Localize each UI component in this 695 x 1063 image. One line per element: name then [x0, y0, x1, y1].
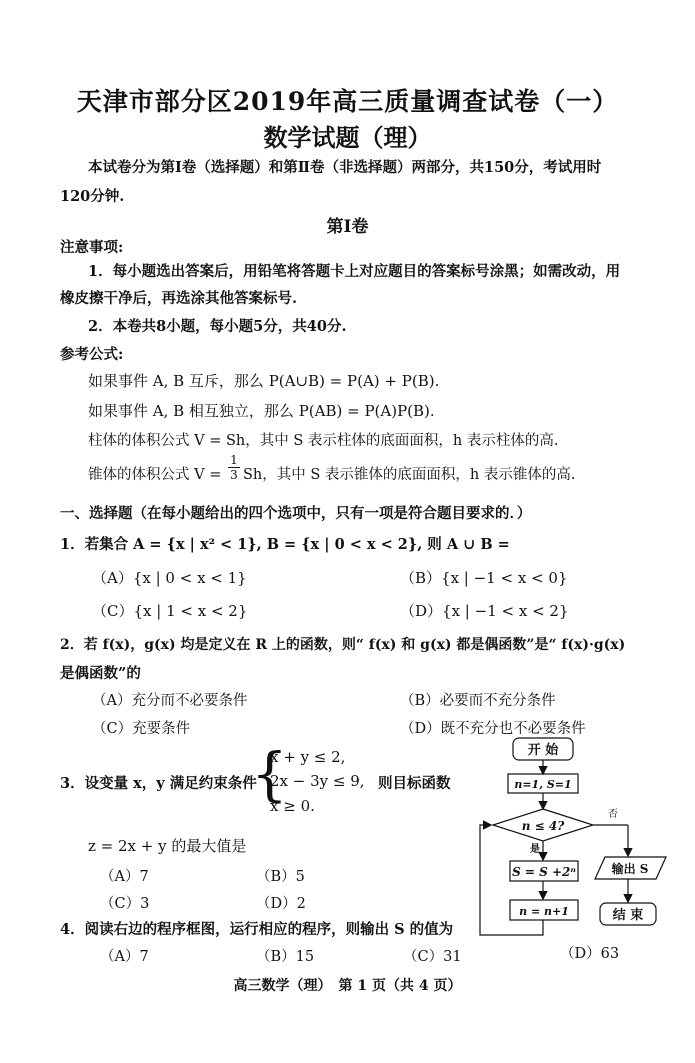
formulas-heading: 参考公式: [60, 346, 124, 363]
flow-output-label: 输出 S [611, 862, 649, 876]
q3-constraint-1: x + y ≤ 2, [270, 748, 346, 766]
q1-option-b: （B）{x | −1 < x < 0} [400, 569, 568, 587]
question-2-stem: 2．若 f(x)，g(x) 均是定义在 R 上的函数，则“ f(x) 和 g(x) 都是偶函数”是“ f(x)·g(x) [60, 637, 626, 653]
note-1b: 橡皮擦干净后，再选涂其他答案标号. [60, 290, 298, 307]
note-2: 2．本卷共8小题，每小题5分，共40分. [88, 318, 347, 335]
q3-option-c: （C）3 [100, 896, 150, 912]
q2-option-b: （B）必要而不充分条件 [400, 693, 556, 709]
program-flowchart [468, 735, 668, 945]
question-4-stem: 4．阅读右边的程序框图，运行相应的程序，则输出 S 的值为 [60, 921, 454, 938]
intro-line-2: 120分钟. [60, 188, 125, 205]
q1-option-d: （D）{x | −1 < x < 2} [400, 602, 569, 620]
question-2-stem-2: 是偶函数”的 [60, 665, 141, 682]
part-1-heading: 一、选择题（在每小题给出的四个选项中，只有一项是符合题目要求的．） [60, 505, 532, 522]
q4-option-b: （B）15 [256, 949, 315, 965]
q3-constraint-3: x ≥ 0. [270, 797, 315, 815]
question-3-stem-2: z = 2x + y 的最大值是 [88, 837, 247, 855]
formula-4-b: Sh，其中 S 表示锥体的底面面积，h 表示锥体的高. [243, 467, 576, 483]
q3-constraint-2: 2x − 3y ≤ 9, [270, 772, 365, 790]
q4-option-d: （D）63 [560, 946, 620, 962]
q1-option-c: （C）{x | 1 < x < 2} [92, 602, 248, 620]
formula-1: 如果事件 A, B 互斥，那么 P(A∪B) = P(A) + P(B). [88, 372, 440, 390]
q2-option-a: （A）充分而不必要条件 [92, 693, 248, 709]
intro-line-1: 本试卷分为第Ⅰ卷（选择题）和第Ⅱ卷（非选择题）两部分，共150分，考试用时 [88, 159, 602, 176]
question-1-stem: 1．若集合 A = {x | x² < 1}, B = {x | 0 < x < 2}, 则 A ∪ B = [60, 536, 510, 553]
q4-option-c: （C）31 [403, 949, 462, 965]
q2-option-d: （D）既不充分也不必要条件 [400, 721, 586, 737]
formula-4-a: 锥体的体积公式 V = [88, 467, 222, 483]
question-3-tail: 则目标函数 [378, 775, 451, 792]
q4-option-a: （A）7 [100, 949, 149, 965]
question-3-lead: 3．设变量 x，y 满足约束条件 [60, 775, 257, 792]
page-title: 天津市部分区2019年高三质量调查试卷（一） [76, 87, 619, 116]
formula-2: 如果事件 A, B 相互独立，那么 P(AB) = P(A)P(B). [88, 402, 435, 420]
fraction [228, 453, 240, 482]
flow-init-label: n=1, S=1 [514, 778, 572, 791]
notes-heading: 注意事项: [60, 239, 124, 256]
section-heading: 第Ⅰ卷 [326, 217, 369, 237]
fraction-denominator: 3 [230, 468, 238, 482]
flow-end-label: 结 束 [612, 908, 644, 923]
flow-condition-label: n ≤ 4? [521, 819, 565, 833]
note-1a: 1．每小题选出答案后，用铅笔将答题卡上对应题目的答案标号涂黑；如需改动，用 [88, 263, 621, 280]
flow-yes-label: 是 [530, 844, 540, 855]
q3-option-b: （B）5 [256, 869, 305, 885]
flow-no-label: 否 [608, 809, 618, 820]
page-subtitle: 数学试题（理） [263, 123, 432, 152]
fraction-numerator: 1 [228, 453, 240, 468]
q3-option-d: （D）2 [256, 896, 306, 912]
flow-step1-label: S = S +2ⁿ [512, 865, 576, 879]
q2-option-c: （C）充要条件 [92, 721, 191, 737]
q1-option-a: （A）{x | 0 < x < 1} [92, 569, 247, 587]
flow-step2-label: n = n+1 [519, 905, 569, 918]
flow-start-label: 开 始 [527, 743, 559, 758]
brace-glyph: { [251, 740, 288, 808]
page-footer: 高三数学（理） 第 1 页（共 4 页） [233, 978, 462, 994]
q3-option-a: （A）7 [100, 869, 149, 885]
formula-3: 柱体的体积公式 V = Sh，其中 S 表示柱体的底面面积，h 表示柱体的高. [88, 433, 559, 449]
